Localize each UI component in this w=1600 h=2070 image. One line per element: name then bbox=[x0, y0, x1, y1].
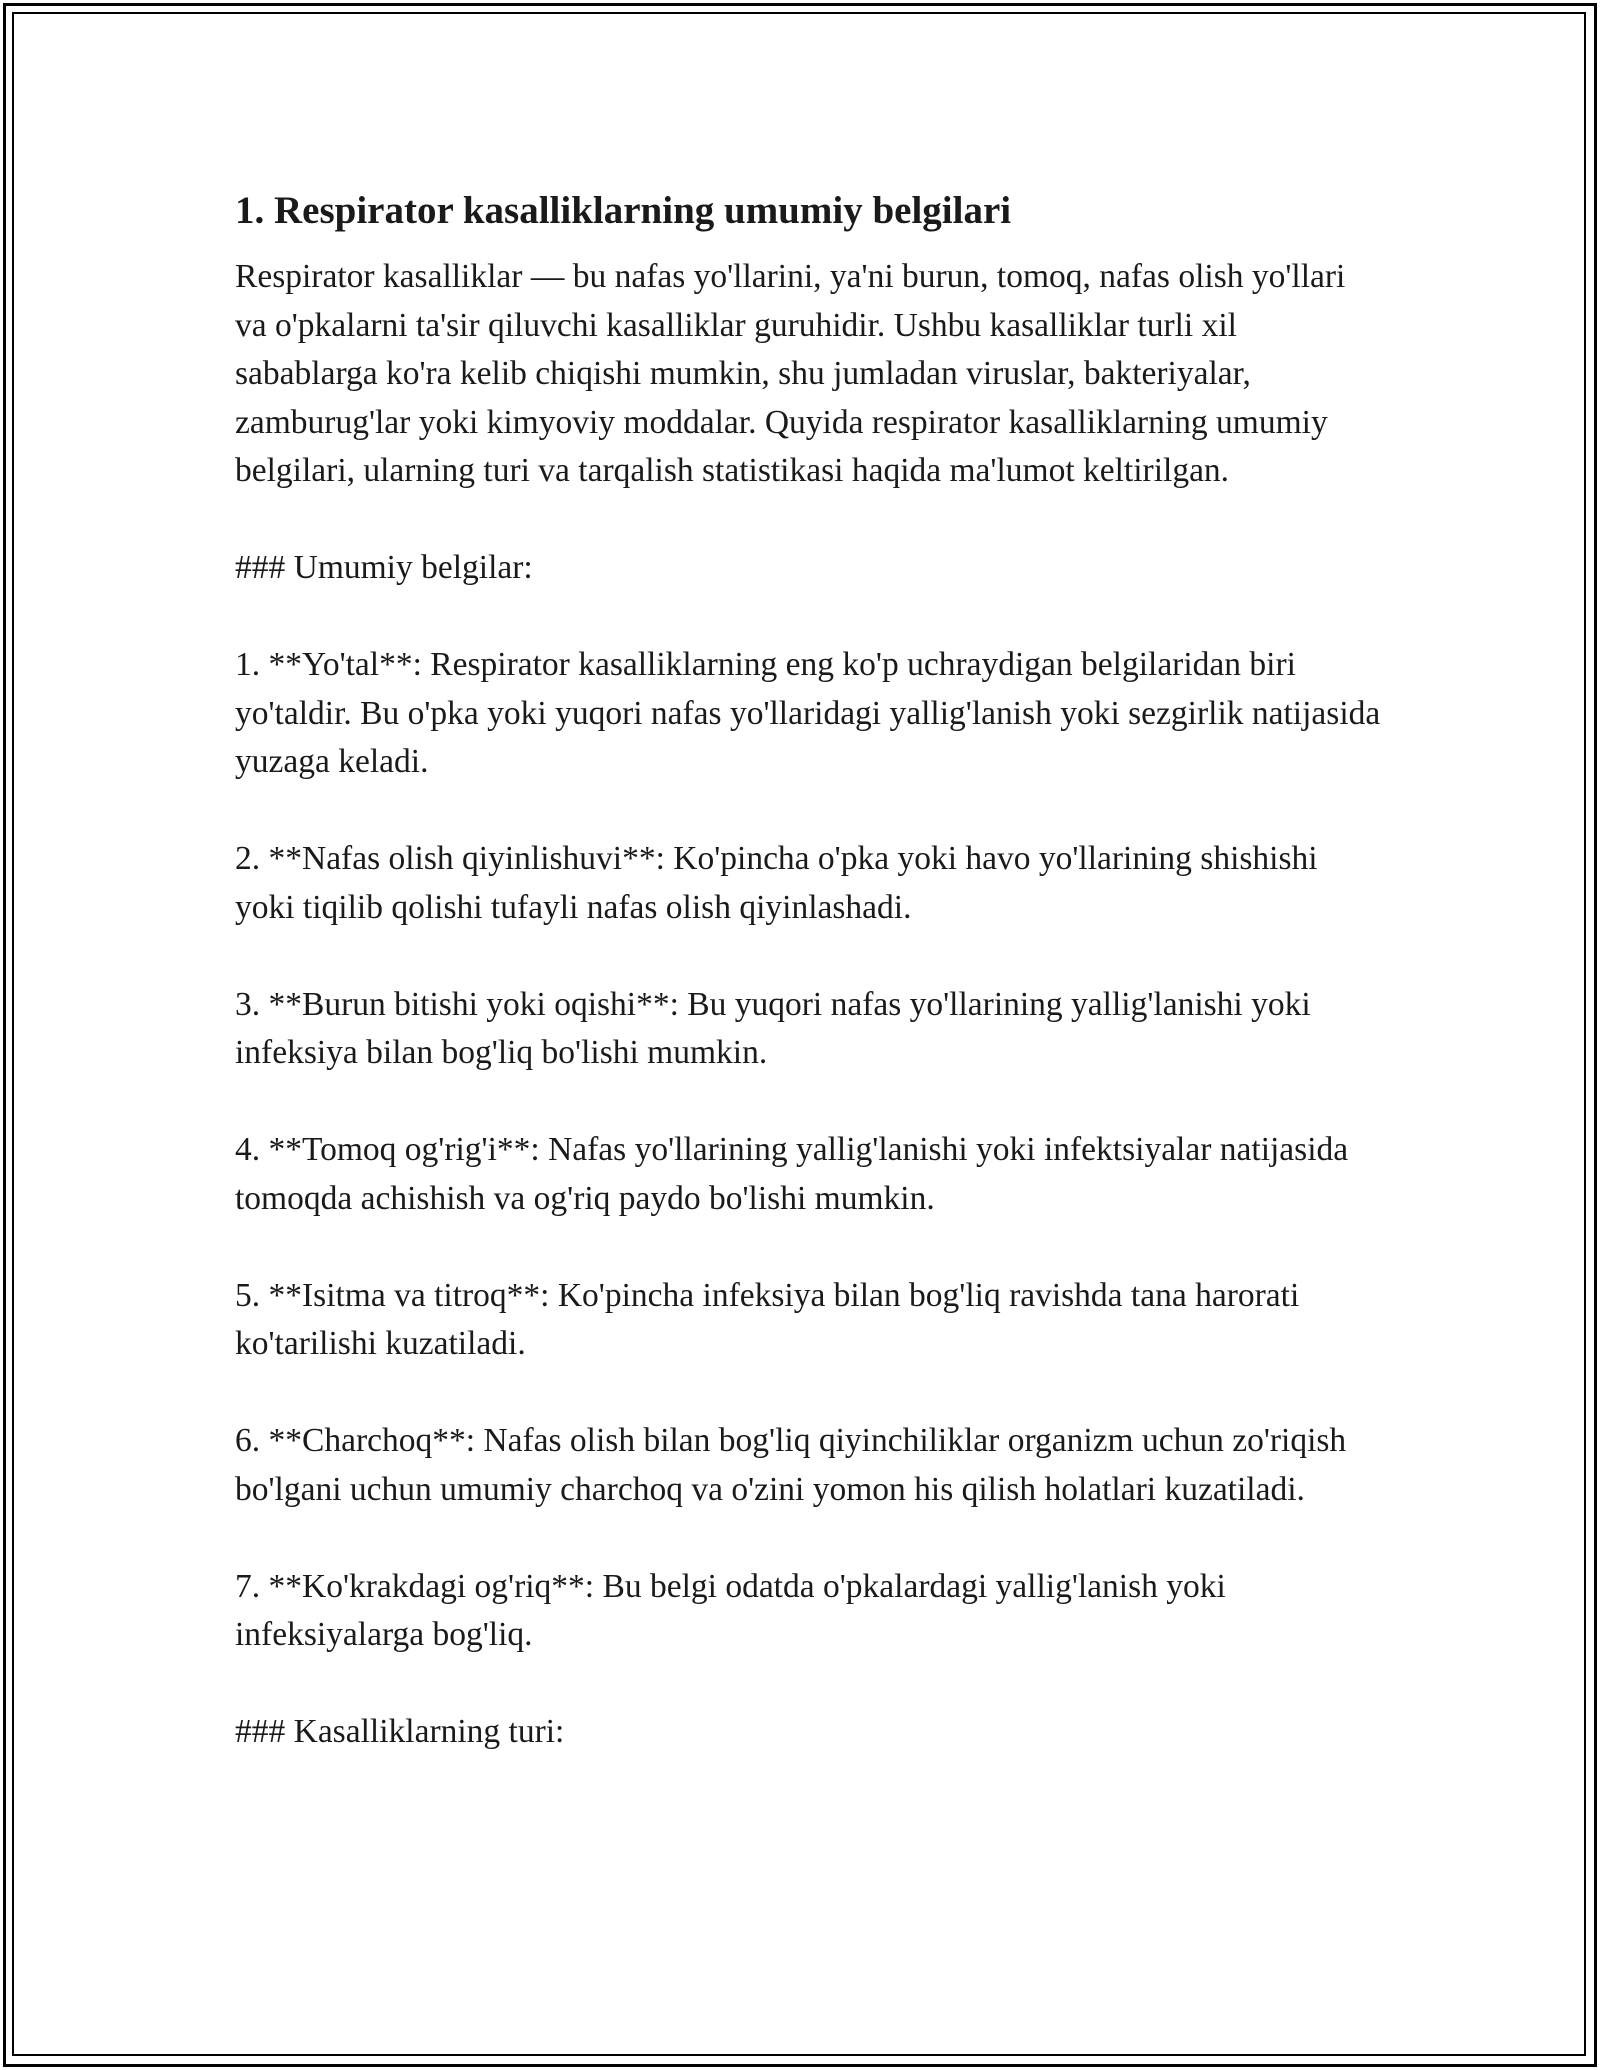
symptom-item-fatigue: 6. **Charchoq**: Nafas olish bilan bog'liq qiyinchiliklar organizm uchun zo'riqish bo'lgani uchun umumiy charchoq va o'zini yomon his qilish holatlari kuzatiladi. bbox=[235, 1422, 1347, 1508]
symptom-item-fever-chills: 5. **Isitma va titroq**: Ko'pincha infeksiya bilan bog'liq ravishda tana harorati ko'tarilishi kuzatiladi. bbox=[235, 1276, 1300, 1362]
symptom-item-chest-pain: 7. **Ko'krakdagi og'riq**: Bu belgi odatda o'pkalardagi yallig'lanish yoki infeksiyalarga bog'liq. bbox=[235, 1567, 1226, 1653]
section-heading-types: ### Kasalliklarning turi: bbox=[235, 1713, 565, 1750]
section-heading-symptoms: ### Umumiy belgilar: bbox=[235, 549, 533, 586]
intro-paragraph: Respirator kasalliklar — bu nafas yo'llarini, ya'ni burun, tomoq, nafas olish yo'llari va o'pkalarni ta'sir qiluvchi kasalliklar guruhidir. Ushbu kasalliklar turli xil sabablarga ko'ra kelib chiqishi mumkin, shu jumladan viruslar, bakteriyalar, zamburug'lar yoki kimyoviy moddalar. Quyida respirator kasalliklarning umumiy belgilari, ularning turi va tarqalish statistikasi haqida ma'lumot keltirilgan. bbox=[235, 258, 1346, 489]
symptom-item-breathing-difficulty: 2. **Nafas olish qiyinlishuvi**: Ko'pincha o'pka yoki havo yo'llarining shishishi yoki tiqilib qolishi tufayli nafas olish qiyinlashadi. bbox=[235, 840, 1318, 926]
document-page bbox=[235, 185, 1385, 1757]
symptom-item-nasal-congestion: 3. **Burun bitishi yoki oqishi**: Bu yuqori nafas yo'llarining yallig'lanishi yoki infeksiya bilan bog'liq bo'lishi mumkin. bbox=[235, 985, 1311, 1071]
symptom-item-cough: 1. **Yo'tal**: Respirator kasalliklarning eng ko'p uchraydigan belgilaridan biri yo'taldir. Bu o'pka yoki yuqori nafas yo'llaridagi yallig'lanish yoki sezgirlik natijasida yuzaga keladi. bbox=[235, 646, 1381, 780]
document-title: 1. Respirator kasalliklarning umumiy belgilari bbox=[235, 189, 1012, 232]
symptom-item-sore-throat: 4. **Tomoq og'rig'i**: Nafas yo'llarining yallig'lanishi yoki infektsiyalar natijasida tomoqda achishish va og'riq paydo bo'lishi mumkin. bbox=[235, 1131, 1349, 1217]
